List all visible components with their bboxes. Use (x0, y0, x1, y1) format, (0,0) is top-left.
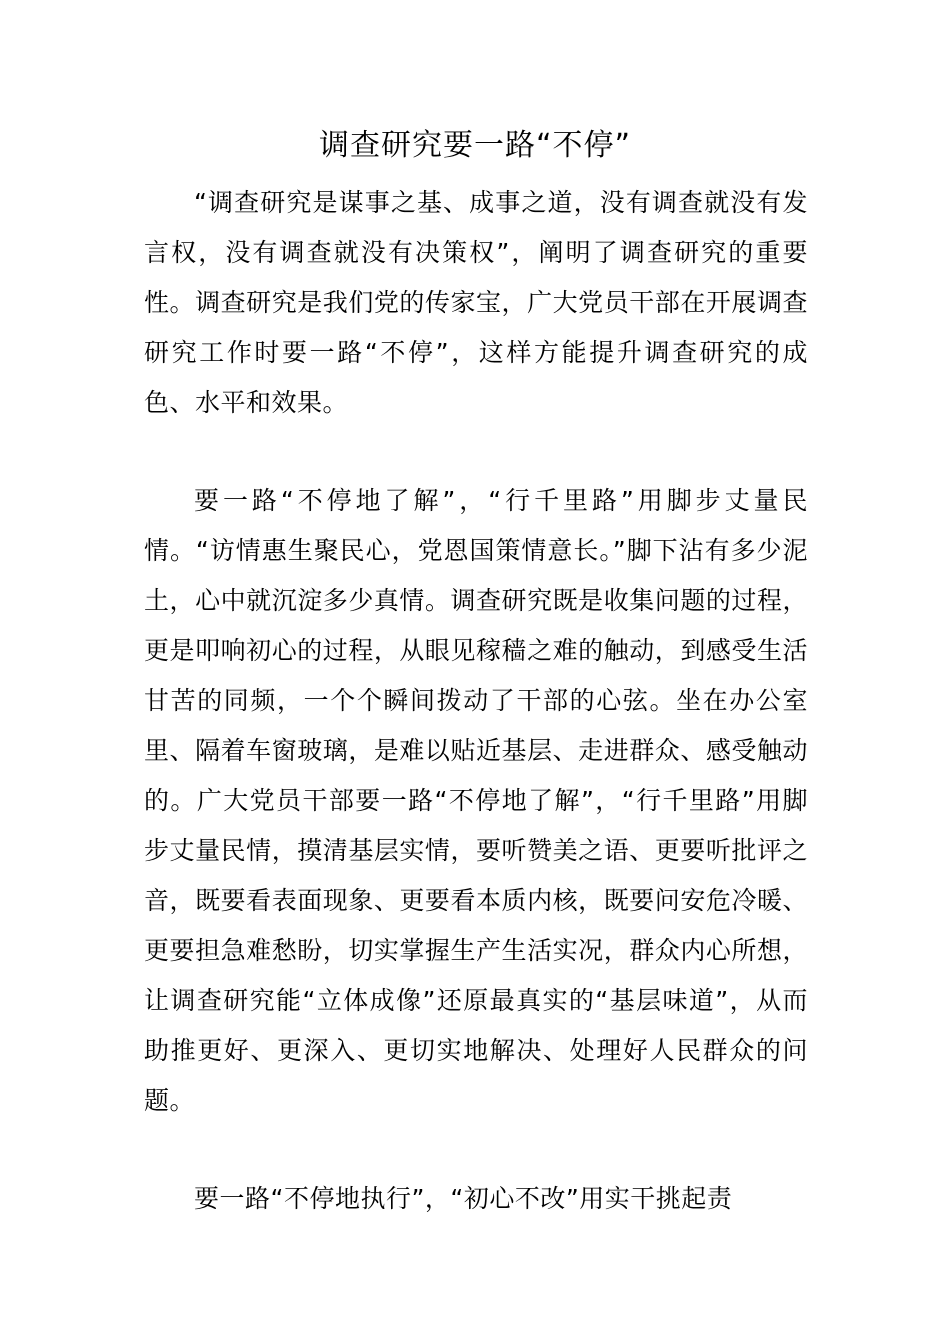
page-title: 调查研究要一路“不停” (318, 128, 632, 163)
paragraph-execute: 要一路“不停地执行”，“初心不改”用实干挑起责 (194, 1184, 733, 1213)
paragraph-understand: 要一路“不停地了解”，“行千里路”用脚步丈量民情。“访情惠生聚民心，党恩国策情意长。”脚下沾有多少泥土，心中就沉淀多少真情。调查研究既是收集问题的过程，更是叩响初心的过程，从眼见稼穑之难的触动，到感受生活甘苦的同频，一个个瞬间拨动了干部的心弦。坐在办公室里、隔着车窗玻璃，是难以贴近基层、走进群众、感受触动的。广大党员干部要一路“不停地了解”，“行千里路”用脚步丈量民情，摸清基层实情，要听赞美之语、更要听批评之音，既要看表面现象、更要看本质内核，既要问安危冷暖、更要担急难愁盼，切实掌握生产生活实况，群众内心所想，让调查研究能“立体成像”还原最真实的“基层味道”，从而助推更好、更深入、更切实地解决、处理好人民群众的问题。 (144, 486, 808, 1115)
paragraph-intro: “调查研究是谋事之基、成事之道，没有调查就没有发言权，没有调查就没有决策权”，阐明了调查研究的重要性。调查研究是我们党的传家宝，广大党员干部在开展调查研究工作时要一路“不停”，这样方能提升调查研究的成色、水平和效果。 (144, 188, 808, 417)
